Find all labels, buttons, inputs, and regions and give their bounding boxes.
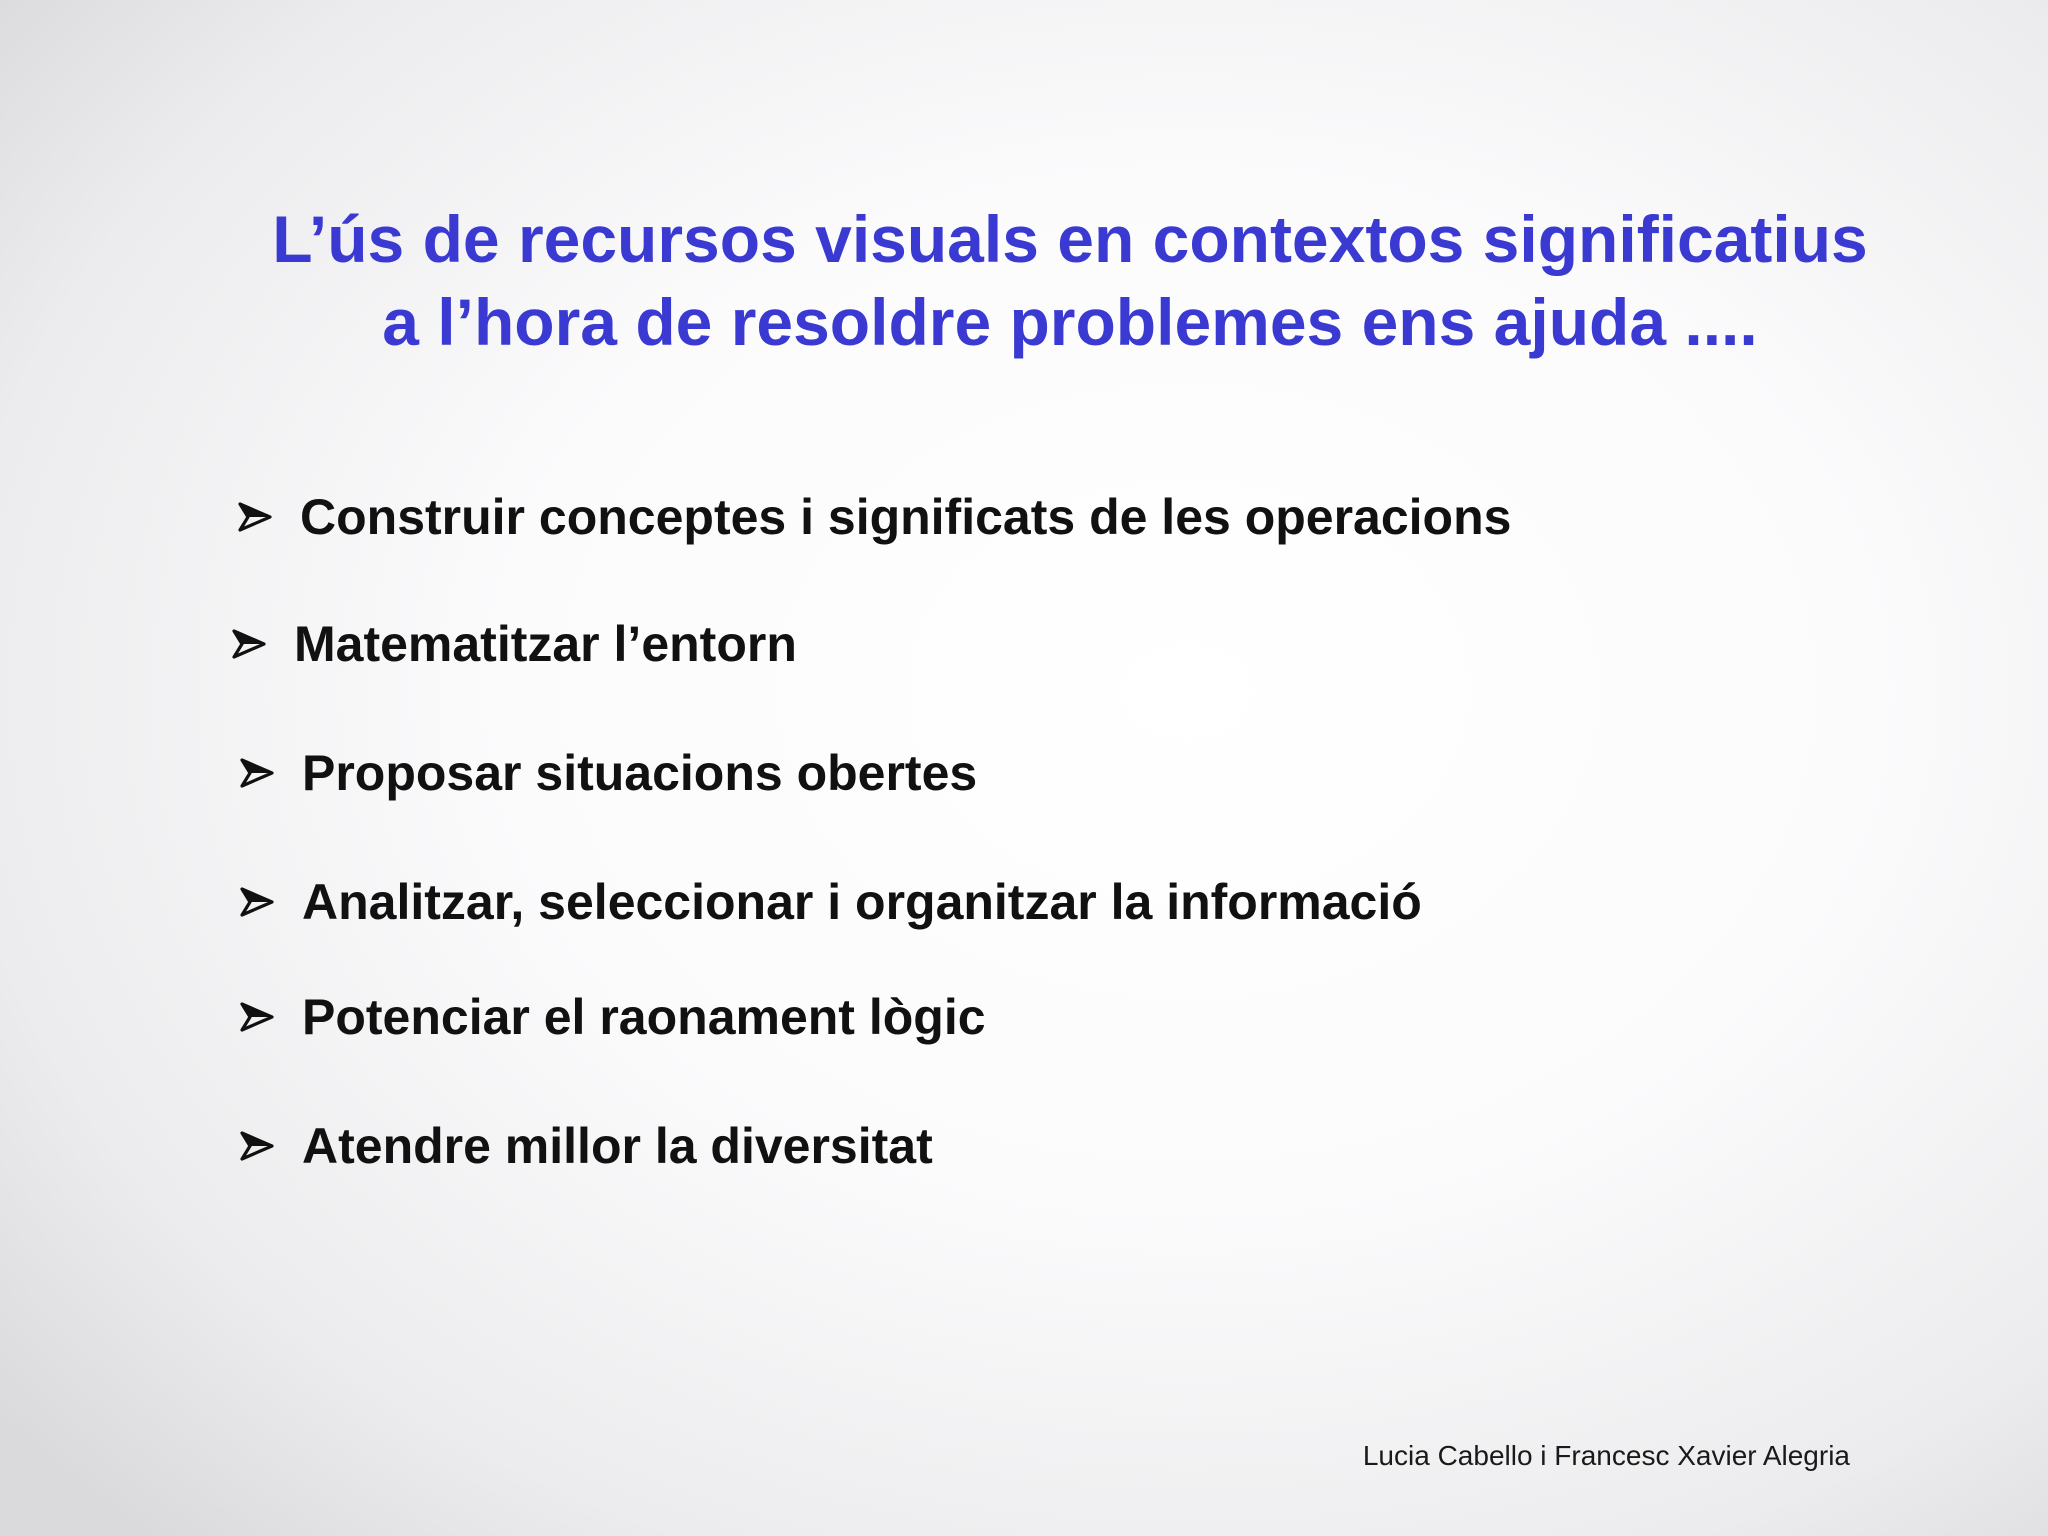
arrowhead-bullet-icon [238,500,272,534]
bullet-item [240,744,977,802]
bullet-text: Matematitzar l’entorn [294,616,797,672]
arrowhead-bullet-icon [240,1129,274,1163]
bullet-item [238,488,1511,546]
bullet-text: Analitzar, seleccionar i organitzar la informació [302,874,1422,930]
bullet-text: Proposar situacions obertes [302,745,978,801]
slide-title-line-2: a l’hora de resoldre problemes ens ajuda .... [382,285,1758,359]
slide-title-line-1: L’ús de recursos visuals en contextos significatius [272,202,1868,276]
bullet-item [240,988,986,1046]
bullet-item [240,1117,933,1175]
arrowhead-bullet-icon [232,627,266,661]
arrowhead-bullet-icon [240,1000,274,1034]
bullet-text: Atendre millor la diversitat [302,1118,933,1174]
arrowhead-bullet-icon [240,756,274,790]
slide-title [180,198,1960,364]
bullet-text: Potenciar el raonament lògic [302,989,986,1045]
bullet-text: Construir conceptes i significats de les operacions [300,489,1512,545]
author-credit: Lucia Cabello i Francesc Xavier Alegria [1362,1440,1850,1471]
arrowhead-bullet-icon [240,885,274,919]
bullet-item [240,873,1422,931]
bullet-item [232,615,797,673]
